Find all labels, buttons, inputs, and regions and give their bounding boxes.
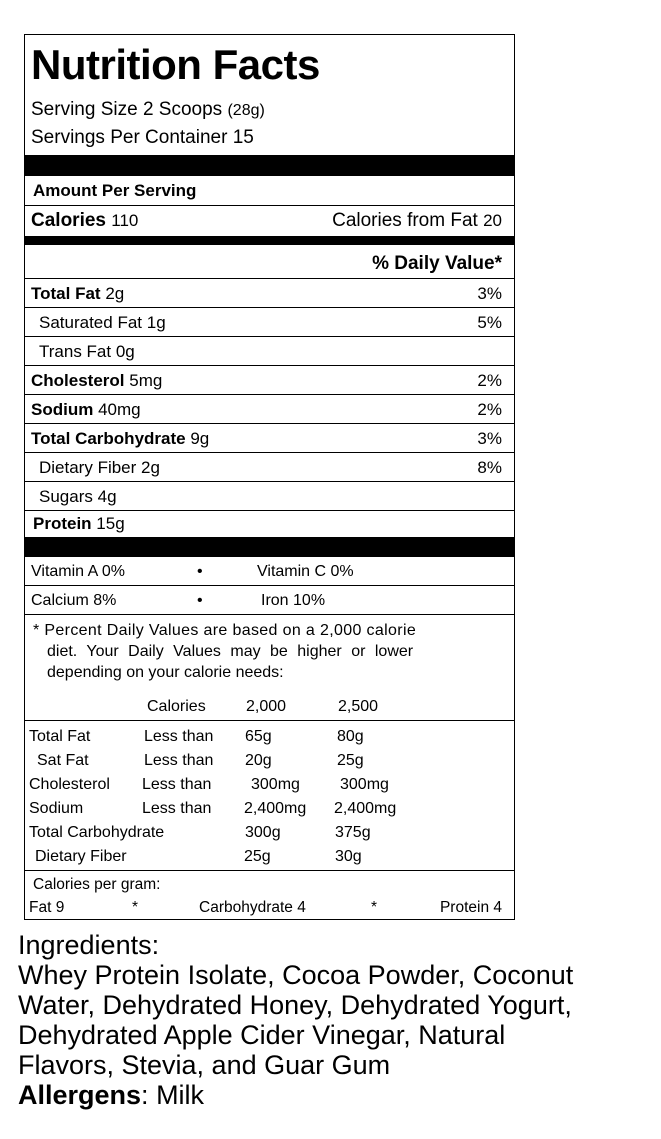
footnote-col-2000: 2,000 [246, 698, 287, 715]
footnote-row-value-2500: 2,400mg [334, 800, 397, 817]
nutrient-name: Cholesterol [31, 371, 125, 390]
nutrient-total-fat [31, 284, 124, 304]
nutrient-dv: 5% [477, 313, 502, 332]
servings-per-container-value: 15 [232, 127, 254, 148]
calories-from-fat-label: Calories from Fat [332, 210, 478, 231]
nutrient-row [25, 279, 514, 308]
bullet: • [197, 563, 203, 580]
vitamin-name: Vitamin C [257, 563, 327, 580]
nutrient-row [25, 308, 514, 337]
servings-per-container [31, 127, 254, 149]
nutrient-dietary-fiber [39, 458, 160, 478]
footnote-row-value-2000: 25g [244, 848, 271, 865]
nutrient-name: Sugars [39, 487, 93, 506]
footnote-line-3: depending on your calorie needs: [47, 664, 284, 681]
nutrient-row [25, 453, 514, 482]
calories-row [25, 206, 514, 236]
daily-value-header-row [25, 245, 514, 279]
footnote-row-name: Dietary Fiber [35, 848, 127, 865]
bullet: • [197, 592, 203, 609]
allergens-label: Allergens [18, 1080, 142, 1110]
footnote-row-name: Total Carbohydrate [29, 824, 165, 841]
nutrient-dv: 2% [477, 371, 502, 390]
nutrient-row [25, 482, 514, 511]
nutrient-name: Trans Fat [39, 342, 112, 361]
footnote-row-value-2500: 80g [337, 728, 364, 745]
footnote-row-value-2000: 300g [245, 824, 281, 841]
calories-label: Calories [31, 210, 106, 231]
ingredients-line-4: Flavors, Stevia, and Guar Gum [18, 1050, 391, 1080]
nutrient-name: Sodium [31, 400, 94, 419]
vitamin-a [31, 563, 125, 581]
footnote-row-name: Sat Fat [37, 752, 89, 769]
nutrient-amount: 4g [97, 487, 117, 506]
carb-per-gram: Carbohydrate 4 [199, 899, 306, 916]
allergens-colon: : [141, 1080, 149, 1110]
calories-per-gram: Calories per gram: [33, 876, 161, 893]
nutrient-amount: 0g [115, 342, 135, 361]
ingredients-line-3: Dehydrated Apple Cider Vinegar, Natural [18, 1020, 506, 1050]
footnote-row-value-2000: 65g [245, 728, 272, 745]
serving-size-value: 2 Scoops [142, 99, 223, 120]
nutrient-saturated-fat [39, 313, 166, 333]
star-separator: * [371, 899, 378, 916]
fat-per-gram: Fat 9 [29, 899, 65, 916]
nutrient-amount: 9g [190, 429, 210, 448]
daily-value-header: % Daily Value* [372, 253, 502, 274]
serving-size-label: Serving Size [31, 99, 138, 120]
footnote-row-value-2000: 20g [245, 752, 272, 769]
nutrient-dv: 3% [477, 284, 502, 303]
nutrient-sugars [39, 487, 117, 507]
vitamin-value: 10% [293, 592, 326, 609]
footnote-row-name: Cholesterol [29, 776, 110, 793]
vitamin-value: 0% [330, 563, 354, 580]
footnote-row-value-2500: 30g [335, 848, 362, 865]
servings-per-container-label: Servings Per Container [31, 127, 228, 148]
nutrient-dv: 8% [477, 458, 502, 477]
nutrient-amount: 15g [96, 514, 125, 533]
ingredients-heading: Ingredients: [18, 930, 160, 960]
nutrient-row [25, 395, 514, 424]
nutrient-trans-fat [39, 342, 135, 362]
footnote-table [25, 721, 514, 871]
nutrient-cholesterol [31, 371, 162, 391]
footnote-row-qualifier: Less than [144, 752, 214, 769]
footnote-col-2500: 2,500 [338, 698, 379, 715]
footnote-row-value-2000: 300mg [251, 776, 300, 793]
ingredients-block [18, 930, 658, 1110]
serving-size [31, 99, 265, 121]
vitamin-row [25, 586, 514, 615]
nutrient-name: Protein [33, 514, 92, 533]
footnote-row-value-2500: 25g [337, 752, 364, 769]
nutrient-amount: 40mg [98, 400, 141, 419]
nutrient-amount: 2g [105, 284, 125, 303]
nutrient-protein [33, 514, 125, 534]
nutrient-row [25, 424, 514, 453]
nutrient-amount: 2g [141, 458, 160, 477]
thick-divider [25, 537, 514, 557]
nutrient-row [25, 366, 514, 395]
calories-from-fat [332, 210, 502, 232]
serving-size-weight: (28g) [227, 102, 265, 119]
calories [31, 210, 138, 232]
nutrient-row [25, 511, 514, 537]
footnote-row-value-2500: 300mg [340, 776, 389, 793]
nutrient-amount: 5mg [129, 371, 163, 390]
vitamin-name: Calcium [31, 592, 89, 609]
nutrient-total-carbohydrate [31, 429, 209, 449]
footnote-row-value-2500: 375g [335, 824, 371, 841]
footnote-row-value-2000: 2,400mg [244, 800, 307, 817]
nutrient-name: Saturated Fat [39, 313, 143, 332]
footnote-row-name: Sodium [29, 800, 84, 817]
nutrient-dv: 3% [477, 429, 502, 448]
ingredients-line-1: Whey Protein Isolate, Cocoa Powder, Coconut [18, 960, 574, 990]
calories-per-gram-block [25, 871, 514, 919]
footnote-line-2: diet. Your Daily Values may be higher or lower [47, 643, 414, 660]
footnote-calories-header: Calories [147, 698, 206, 715]
vitamin-name: Vitamin A [31, 563, 98, 580]
allergens-value: Milk [148, 1080, 205, 1110]
footnote-line-1: * Percent Daily Values are based on a 2,000 calorie [33, 622, 417, 639]
ingredients-line-2: Water, Dehydrated Honey, Dehydrated Yogurt, [18, 990, 572, 1020]
calcium [31, 592, 116, 610]
nutrient-name: Total Carbohydrate [31, 429, 186, 448]
nutrition-facts-label [24, 34, 515, 920]
vitamin-value: 0% [101, 563, 125, 580]
allergens [18, 1080, 658, 1110]
nutrient-amount: 1g [146, 313, 166, 332]
iron [261, 592, 325, 610]
nutrient-name: Total Fat [31, 284, 101, 303]
medium-divider [25, 236, 514, 245]
footnote-block [25, 615, 514, 721]
footnote-row-qualifier: Less than [142, 800, 212, 817]
calories-from-fat-value: 20 [483, 211, 502, 230]
footnote-row-qualifier: Less than [144, 728, 214, 745]
amount-per-serving-row [25, 176, 514, 206]
calories-value: 110 [111, 211, 139, 230]
footnote-row-qualifier: Less than [142, 776, 212, 793]
vitamin-name: Iron [261, 592, 289, 609]
nutrient-name: Dietary Fiber [39, 458, 137, 477]
vitamin-row [25, 557, 514, 586]
label-title: Nutrition Facts [31, 41, 320, 88]
vitamin-value: 8% [93, 592, 117, 609]
footnote-row-name: Total Fat [29, 728, 91, 745]
nutrient-dv: 2% [477, 400, 502, 419]
nutrient-row [25, 337, 514, 366]
star-separator: * [132, 899, 139, 916]
vitamin-c [257, 563, 354, 581]
thick-divider [25, 155, 514, 176]
amount-per-serving: Amount Per Serving [33, 181, 197, 200]
nutrient-sodium [31, 400, 141, 420]
protein-per-gram: Protein 4 [439, 899, 502, 916]
